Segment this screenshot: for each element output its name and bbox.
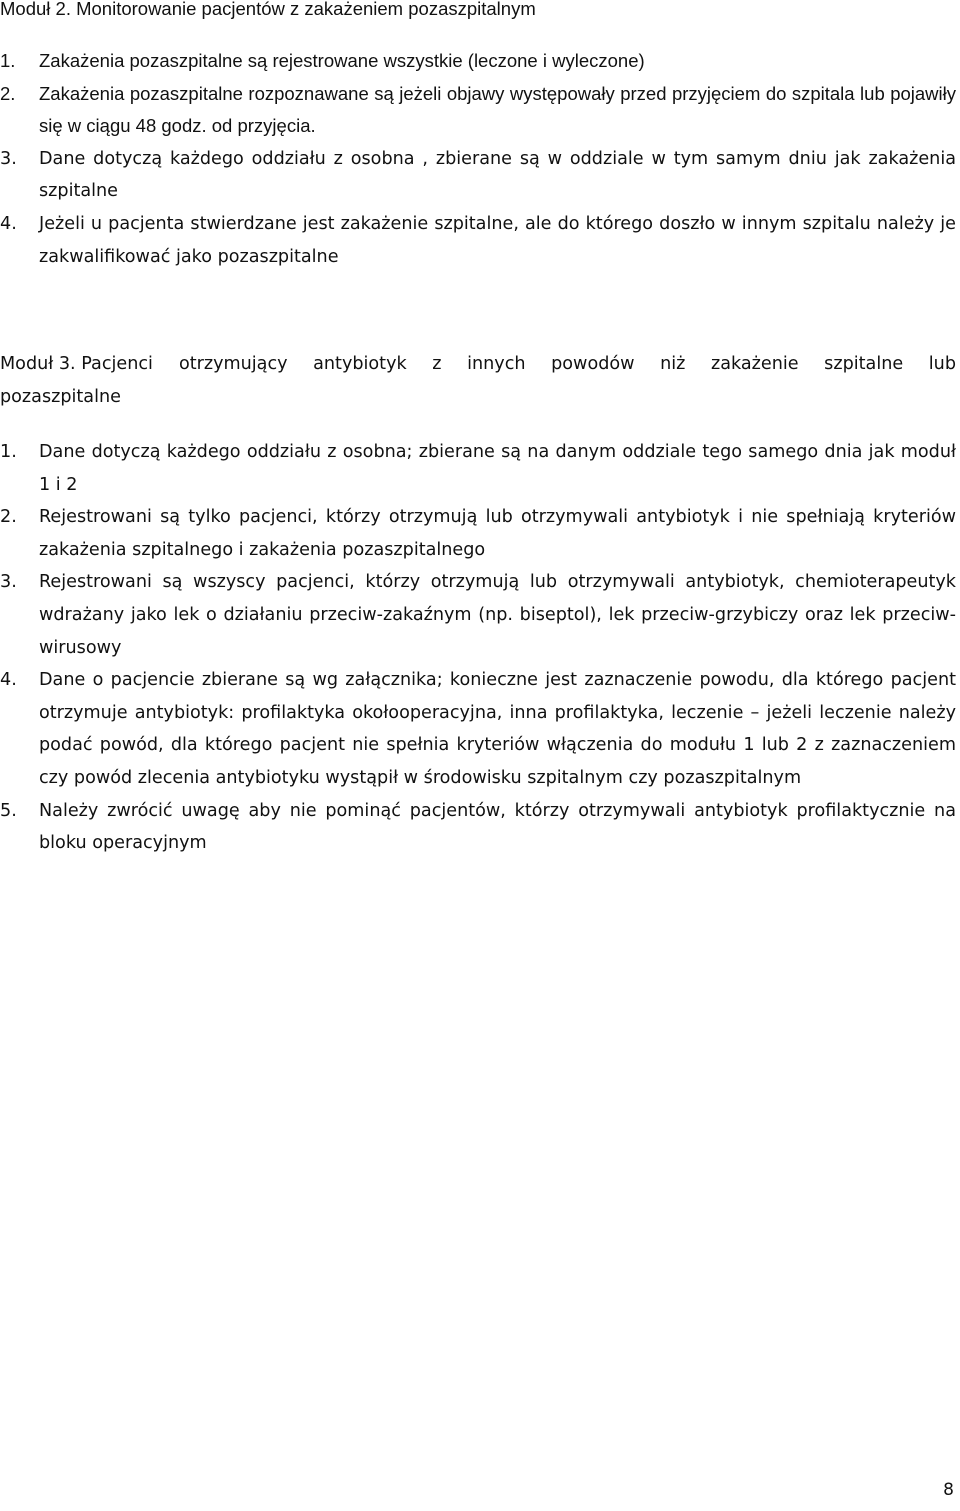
item-number: 1.	[0, 442, 17, 462]
module3-list	[0, 436, 956, 860]
item-text: Dane o pacjencie zbierane są wg załącznika; konieczne jest zaznaczenie powodu, dla którego pacjent otrzymuje antybiotyk: profilaktyka okołooperacyjna, inna profilaktyka, leczenie – jeżeli leczenie należy podać powód, dla którego pacjent nie spełnia kryteriów włączenia do modułu 1 lub 2 z zaznaczeniem czy powód zlecenia antybiotyku wystąpił w środowisku szpitalnym czy pozaszpitalnym	[39, 670, 956, 788]
page-number: 8	[943, 1480, 954, 1500]
list-item	[0, 208, 956, 273]
item-text: Należy zwrócić uwagę aby nie pominąć pacjentów, którzy otrzymywali antybiotyk profilaktycznie na bloku operacyjnym	[39, 800, 956, 854]
list-item	[0, 78, 956, 143]
list-item	[0, 143, 956, 208]
item-text: Zakażenia pozaszpitalne rozpoznawane są jeżeli objawy występowały przed przyjęciem do szpitala lub pojawiły się w ciągu 48 godz. od przyjęcia.	[39, 82, 956, 137]
item-number: 1.	[0, 50, 16, 71]
item-number: 3.	[0, 148, 17, 169]
item-number: 5.	[0, 800, 17, 821]
item-text: Jeżeli u pacjenta stwierdzane jest zakażenie szpitalne, ale do którego doszło w innym szpitalu należy je zakwalifikować jako pozaszpitalne	[39, 213, 956, 267]
item-text: Zakażenia pozaszpitalne są rejestrowane wszystkie (leczone i wyleczone)	[39, 50, 645, 71]
list-item	[0, 436, 956, 501]
item-text: Rejestrowani są wszyscy pacjenci, którzy otrzymują lub otrzymywali antybiotyk, chemioterapeutyk wdrażany jako lek o działaniu przeciw-zakaźnym (np. biseptol), lek przeciw-grzybiczy oraz lek przeciw-wirusowy	[39, 572, 956, 658]
module2-heading: Moduł 2. Monitorowanie pacjentów z zakażeniem pozaszpitalnym	[0, 0, 536, 19]
item-number: 2.	[0, 507, 17, 528]
item-number: 2.	[0, 82, 16, 104]
item-text: Dane dotyczą każdego oddziału z osobna , zbierane są w oddziale w tym samym dniu jak zakażenia szpitalne	[39, 148, 956, 202]
item-text: Dane dotyczą każdego oddziału z osobna; zbierane są na danym oddziale tego samego dnia jak moduł 1 i 2	[39, 442, 956, 495]
list-item	[0, 566, 956, 664]
list-item	[0, 795, 956, 860]
module3-heading-part2: otrzymujący antybiotyk z innych powodów niż zakażenie szpitalne lub	[178, 354, 956, 374]
module3-heading-part3: pozaszpitalne	[0, 387, 121, 407]
module3-heading	[0, 348, 956, 414]
item-number: 4.	[0, 670, 17, 691]
item-number: 3.	[0, 572, 17, 593]
list-item	[0, 664, 956, 794]
list-item	[0, 501, 956, 566]
module2-list	[0, 45, 956, 273]
item-number: 4.	[0, 213, 17, 234]
item-text: Rejestrowani są tylko pacjenci, którzy otrzymują lub otrzymywali antybiotyk i nie spełniają kryteriów zakażenia szpitalnego i zakażenia pozaszpitalnego	[39, 507, 956, 560]
list-item	[0, 45, 956, 78]
module3-heading-part1: Moduł 3. Pacjenci	[0, 354, 153, 374]
